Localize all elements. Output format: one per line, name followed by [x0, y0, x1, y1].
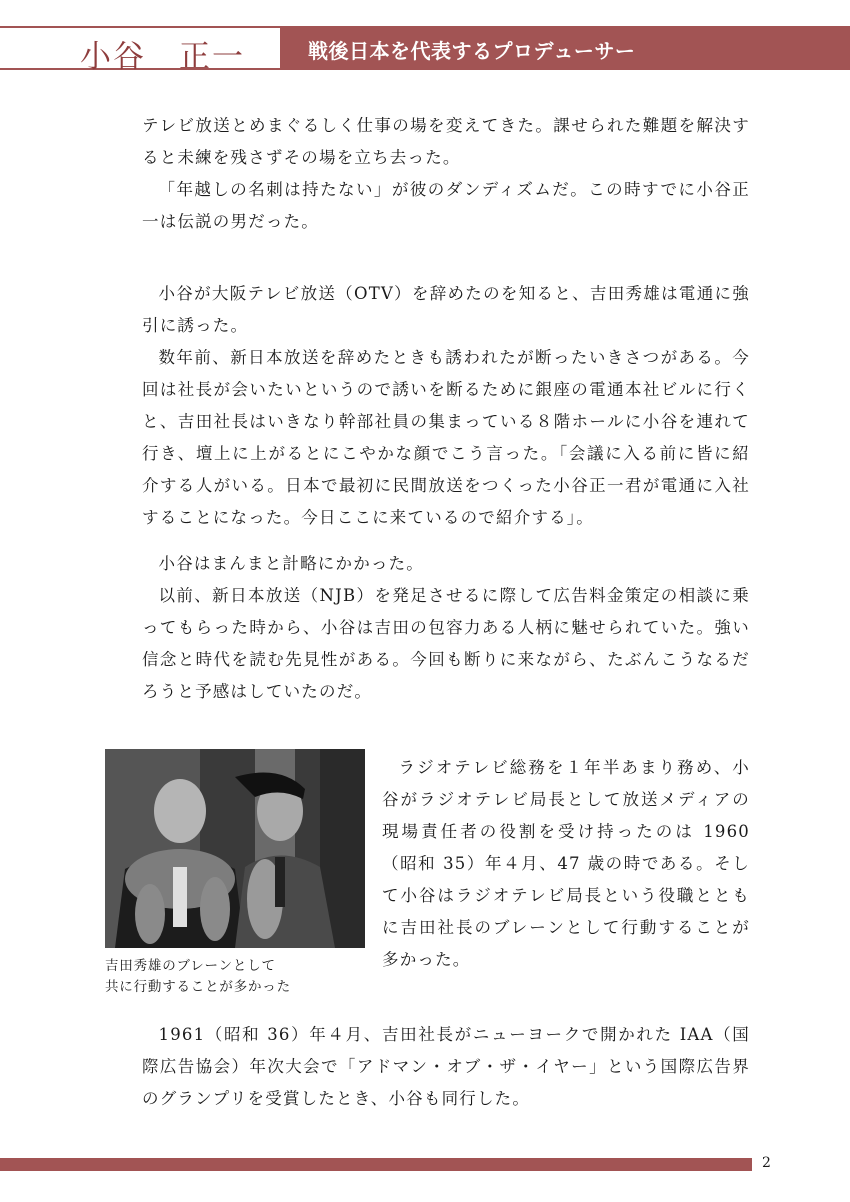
header-title-band — [282, 26, 850, 70]
page-header — [0, 26, 850, 75]
paragraph-4: 数年前、新日本放送を辞めたときも誘われたが断ったいきさつがある。今回は社長が会いたいというので誘いを断るために銀座の電通本社ビルに行くと、吉田社長はいきなり幹部社員の集まっている８階ホールに小谷を連れて行き、壇上に上がるとにこやかな顔でこう言った。「会議に入る前に皆に紹介する人がいる。日本で最初に民間放送をつくった小谷正一君が電通に入社することになった。今日ここに来ているので紹介する」。 — [142, 348, 750, 527]
paragraph-2: 「年越しの名刺は持たない」が彼のダンディズムだ。この時すでに小谷正一は伝説の男だった。 — [142, 180, 750, 231]
paragraph-8: 1961（昭和 36）年４月、吉田社長がニューヨークで開かれた IAA（国際広告協会）年次大会で「アドマン・オブ・ザ・イヤー」という国際広告界のグランプリを受賞したとき、小谷も同行した。 — [142, 1025, 750, 1108]
footer-bar — [0, 1158, 752, 1171]
photo-image — [105, 749, 365, 948]
paragraph-7: ラジオテレビ総務を１年半あまり務め、小谷がラジオテレビ局長として放送メディアの現場責任者の役割を受け持ったのは 1960（昭和 35）年４月、47 歳の時である。そして小谷はラジオテレビ局長という役職とともに吉田社長のブレーンとして行動することが多かった。 — [382, 758, 750, 969]
header-name: 小谷 正一 — [80, 39, 245, 75]
page-number: 2 — [762, 1155, 771, 1171]
paragraph-6: 以前、新日本放送（NJB）を発足させるに際して広告料金策定の相談に乗ってもらった時から、小谷は吉田の包容力ある人柄に魅せられていた。強い信念と時代を読む先見性がある。今回も断りに来ながら、たぶんこうなるだろうと予感はしていたのだ。 — [142, 586, 750, 701]
paragraph-5: 小谷はまんまと計略にかかった。 — [158, 554, 424, 573]
photo-caption-line-1: 吉田秀雄のブレーンとして — [105, 958, 276, 974]
photo-two-men — [105, 749, 365, 948]
photo-caption — [105, 956, 291, 998]
paragraph-1: テレビ放送とめまぐるしく仕事の場を変えてきた。課せられた難題を解決すると未練を残さずその場を立ち去った。 — [142, 116, 750, 167]
header-title: 戦後日本を代表するプロデューサー — [308, 39, 636, 63]
header-name-box — [0, 26, 282, 75]
photo-caption-line-2: 共に行動することが多かった — [105, 979, 291, 995]
paragraph-3: 小谷が大阪テレビ放送（OTV）を辞めたのを知ると、吉田秀雄は電通に強引に誘った。 — [142, 284, 750, 335]
